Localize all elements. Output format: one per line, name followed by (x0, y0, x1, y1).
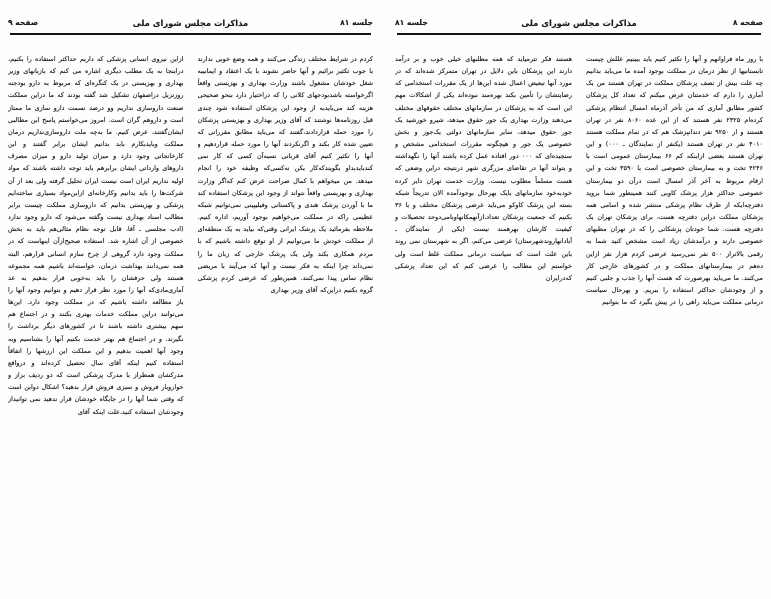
body-paragraph: با روز ماه فراوانهم و آنها را تکثیر کنیم باید ببینیم عللش چیست تابستانیها از نظر درمان در مملکت بوجود آمده ما می‌باید بدانیم چه علت بیش از نصف پزشکان مملکت در تهران هستند من یک آماری را دارم که خدمتتان عرض میکنم که تعداد کل پزشکان کشور مطابق آماری که من تأخر آذرماه امسال انتظام پزشکی کرده‌ام ۲۳۲۵ نفر هستند که از این عده ۸۰۶۰ نفر در تهران هستند و از ۹۲۵۰ نفر دندانپزشک هم که در تمام مملکت هستند ۴۰۱۰ نفر در تهران هستند (یکنفر از نمایندگان ـ ۰۰۰) و این تهران هستند بعضی ازاینکه کم ۶۶ بیمارستان عمومی است با ۴۲۴۶ تخت و به بیمارستان خصوصی است با ۳۵۹۰ تخت و این ارقام مربوط به آخر آذر امسال است درآن دو بیمارستان خصوصی حداکثر هزار پزشک کاوبی کنند همینطور شما بروید دفترچه‌ایکه از طرف نظام پزشکی منتشر شده و اسامی همه پزشکان مملکت دراین دفترچه هست، برای پزشکان تهران یک دفترچه هست. شما خودتان پزشکانی را که در تهران مطبهای خصوصی دارند و درآمدشان زیاد است مشخص کنید شما به رقمی بالاتراز ۵۰۰ نفر نمی‌رسید عرضی کردم هزار نفر ازاین ده‌هم در بیمارستانهای مملکت و در کشورهای خارجی کار می‌کنند. ما می‌باید بهرصورت که هست آنها را جذب و جلبی کنیم و از وجودشان حداکثر استفاده را ببریم. و بهرحال سیاست درمانی مملکت می‌باید راهی را در پیش بگیرد که ما بتوانیم (586, 55, 763, 307)
body-paragraph: ازاین نیروی انسانی پزشکی که داریم حداکثر استفاده را بکنیم، درابنجا به یک مطلب دیگری اشاره می کنم که بازبانهای وزیر بهداری و بهزیستی در یک کنگره‌ای که مربوط به دارو بودجنه روزتزیل دراصفهان تشکیل شد گفته بودند که ما دراین مملکت صنعت داروسازی نداریم وو درصد نسمت دارو سازی ما ممتاز است و داروهم گران است. امروز می‌خواستم پاسخ این مطالبی ایشان‌گفتند، عرض کنیم. ما به‌چه ملت داروسازی‌نداریم درمان مملکت وبایدبکارم بابد بدانیم ایشان برابر گفتند و ابن کارخانجاتی وجود دارد و میزان تولید دارو و میزان مصرف داروهای وارداتی ایشان برابرهم باید توجه داشته باشند که مواد اولیه نداریم ایران است نیست ایران تحلیل گرفته ولی بعد از آن شرکت‌ها را باید بدانیم وکارخانه‌ای ازاین‌مواد بسیاری ساخته‌ایم پزشکی و بهزیستی بدانیم که داروسازی مملکت چیست برابر مطالب اسناد بهداری نیست وگفته می‌شود که دارو وجود ندارد (ادب مجلسی ـ آقا، قابل توجه نظام مثالی‌هم باید به بخش خصوصی از آن اشاره شد. استفاده صحیح‌ازآن اینهاست که در مملکت وجود دارد گروهی از چرخ سازم انسانی قرارهم، البته همه نمی‌دانند بهداشت درمان، خواسته‌اند باشیم همه مجموعه هستند ولی حرفشان را باید به‌خوبی قرار بدهیم به عد آماری‌مادی‌که آنها را مورد نظر قرار دهیم و بتوانیم وجود آنها را باز مطالعه داشته باشیم که در مملکت وجود دارد. این‌ها می‌توانند دراین مملکت خدمات بهتری بکنند و در اجتماع هم سهم بیشتری داشته باشند تا در کشورهای دیگر برداشت را نگیرند. و در اجتماع هم بهتر خدمت بکنیم آنها را بشناسیم وبه وجود آنها اهمیت بدهیم و این مملکت این ارزشها را اتفاقاً استفاده کنیم اینکه آقای سال تحصیل کرده‌اند و درواقع مدرکشان همطراز با مدرک پزشکی است که دو ردیف بزاز و خواروبار فروش و سبزی فروش قرار بدهید؟ اشکال دوابن است که وقتی شما آنها را در جایگاه خودشان قرار ندهید نمی توانیداز وجودشان استفاده کنید،علت اینکه آقای (8, 55, 184, 416)
text-column-left-page-right (198, 53, 374, 583)
session-number-label-right-page: جلسه ۸۱ (395, 18, 428, 27)
publication-title-left-page: مذاکرات مجلس شورای ملی (132, 18, 249, 28)
header-rule-left-page (10, 33, 371, 35)
body-columns-left-page (8, 53, 373, 583)
running-head-left-page (8, 19, 373, 49)
page-left (0, 0, 385, 599)
text-column-left-page-left (8, 53, 184, 583)
page-right (385, 0, 771, 599)
body-columns-right-page (395, 53, 763, 583)
text-column-right-page-right (586, 53, 763, 583)
body-paragraph: هستند فکر تترمیاید که همه مطلبهای خیلی خوب و بر درآمد دارند این پزشکان باین دلایل در تهران متمرکز شده‌اند که در مورد آنها تبعیض اعمال شده این‌ها از یک مقررات استخدامی که رضایتشان را تأمین بکند بهره‌مند نبوده‌اند یکی از اشکالات مهم این است که به پزشکان در سازمانهای مختلف حقوقهای مختلف می‌دهند وزارت بهداری یک جور حقوق میدهد، شیرو خورشید یک جور حقوق میدهد، سایر سازمانهای دولتی یک‌جور و بخش خصوصی یک جور و هیچگونه مقررات استخدامی مشخص و سنجیده‌ای که ۰۰۰ دور افتاده عمل کرده باشند آنها را نگهداشته و بتواند آنها در تقاضای مزرگری شهر درنتیجه دراین وضعی که هست مسلماً مطلوب نیست. وزارت خدمت تهران دایر کرده خودبه‌خود سازمانهای بایک بهرحال بوجودآمده الان تدریجاً شبکه بسته این پزشک کاوکو می‌باید عرضی پزشکان مختلف و با ۳۶ بکنیم که جمعیت پزشکان تعداد،ازآنهمکانهاوبامی‌دوحد تحصیلات و کیفیت کارشان بهرهمند نیست (یکی از نمایندگان ـ آبادانهاروندشهرستان) عرضی می‌کنم، اگر به شهرستان نمی روند باین علت است که سیاست درمانی مملکت غلط است ولی خواستم این مطالب را عرضی کنم که این تعداد پزشکی که‌درایران (395, 55, 572, 282)
page-number-label-right-page: صفحه ۸ (732, 18, 763, 27)
header-rule-right-page (397, 33, 761, 35)
session-number-label-left-page: جلسه ۸۱ (340, 18, 373, 27)
body-paragraph: کردم در شرایط مختلف زندگی می‌کنند و همه وضع خوبی ندارند با جوب تکثیر برائیم و آنها حاضر نشوند با یک اعتقاد و ایمانیبه شغل خودشان مشغول باشند وزارت بهداری و بهزیستی واقعاً اگرخواسته باشدبودجهای کلانی را که دراختیار دارد بنحو صحیحی هزینه کند می‌بایدبه از وجود این پزشکان استفاده شود چندی قبل روزنامه‌ها نوشتند که آقای وزیر بهداری و بهزیستی پزشکان را مورد حمله قراردادند،گفتند که می‌باید مطابق مقرراتی که تعیین شده کار بکند و اگرنکردند آنها را مورد حمله قراردهیم و آنها را تکثیر کنیم آقای قربانی نسبه‌آن کسی که کار نمی کندبایدبداو بگویندکه‌کار یکن نه‌کسی‌که وظیفه خود را انجام میدهد. من میخواهم با کمال صراحت عرض کنم که‌اگر وزارت بهداری و بهزیستی واقعاً نتواند از وجود این پزشکان استفاده کند ما با آوردن پزشک هندی و پاکستانی وفیلیپینی نمی‌توانیم شبکه عظیمی راکه در مملکت می‌خواهیم بوجود آوریم، اداره کنیم. ملاحظه بفرمائید یک پزشک ایرانی وقتی‌که بیاید به یک منطقه‌ای از مملکت خودش ما می‌توانیم از او توقع داشته باشیم که با مردم همکاری بکند ولی یک پزشک خارجی که زبان ما را نمی‌داند چرا اینکه به فکر نیست و آنها که می‌آیند با مریضی نظام تماس پیدا نمی‌کنند. همین‌طور که عرضی کردم پزشکی گروه بکنیم دراین‌که آقای وزیر بهداری (197, 55, 373, 294)
publication-title-right-page: مذاکرات مجلس شورای ملی (521, 18, 637, 28)
text-column-right-page-left (395, 53, 572, 583)
page-number-label-left-page: صفحه ۹ (8, 18, 39, 27)
running-head-right-page (395, 19, 763, 49)
